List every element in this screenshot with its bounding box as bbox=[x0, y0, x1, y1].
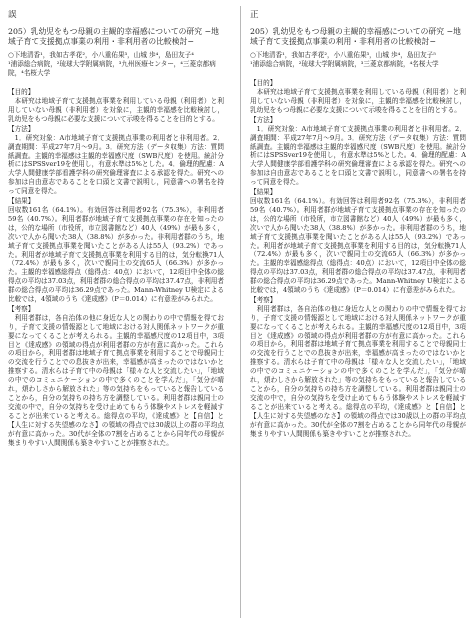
incorrect-label: 誤 bbox=[8, 10, 17, 20]
abstract-title: 205）乳幼児をもつ母親の主観的幸福感についての研究 −地域子育て支援拠点事業の利用・非利用者の比較検討− bbox=[8, 27, 219, 46]
result-text: 回収数161名（64.1%）。有効回答は利用者92名（75.3%），非利用者59名（40.7%）。利用者群が地域子育て支援拠点事業の存在を知ったのは，公的な場所（市役所，市立図書館など）40人（49%）が最も多く，次いで人から聞いた38人（38.8%）が多かった。非利用者群のうち，地域子育て支援拠点事業を聞いたことがある人は55人（93.2%）であった。利用者が地域子育て支援拠点事業を利用する目的は，気分転換71人（72.4%）が最も多く，次いで親同士の交流65人（66.3%）が多かった。主観的幸福感総得点（総得点：40点）において，12項目中全体の総得点の平均は37.03点，利用者群の総合得点の平均は37.47点，非利用者群の総合得点の平均は36.29点であった。Mann-Whitney U検定による比較では，4領域のうち《達成感》（P＝0.014）に有意差がみられた。 bbox=[250, 196, 466, 295]
incorrect-column bbox=[8, 10, 224, 618]
discussion-heading: 【考察】 bbox=[250, 295, 277, 304]
result-text: 回収数161名（64.1%）。有効回答は利用者92名（75.3%），非利用者59名（40.7%）。利用者群が地域子育て支援拠点事業の存在を知ったのは，公的な場所（市役所，市立図書館など）40人（49%）が最も多く，次いで人から聞いた38人（38.8%）が多かった。非利用者群のうち，地域子育て支援拠点事業を聞いたことがある人は55人（93.2%）であった。利用者が地域子育て支援拠点事業を利用する目的は，気分転換71人（72.4%）が最も多く，次いで親同士の交流65人（66.3%）が多かった。主観的幸福感総得点（総得点：40点）において，12項目中全体の総得点の平均は37.03点，利用者群の総合得点の平均は37.47点，非利用者群の総合得点の平均は36.29点であった。Mann-Whitney U検定による比較では，4領域のうち《達成感》（P＝0.014）に有意差がみられた。 bbox=[8, 205, 224, 304]
method-heading: 【方法】 bbox=[8, 124, 35, 133]
discussion-heading: 【考察】 bbox=[8, 304, 35, 313]
author-list: ○下地清香¹，我如古孝花²，小八重佑果³，山城 歩⁴，島田友子⁵ bbox=[250, 51, 436, 60]
discussion-text: 利用者群は，各自治体の他に身近な人との関わりの中で情報を得ており，子育て支援の情報源として地域における対人関係ネットワークが重要になってくることが考えられる。主観的幸福感尺度の12項目中，3項目と《達成感》の領域の得点が利用者群の方が有意に高かった。これらの項目から，利用者群は地域子育て拠点事業を利用することで母親同士の交流を行うことでの息抜きが出来，幸福感が高まったのではないかと推察する。清水らは子育て中の母親は「様々な人と交流したい」，「地域の中でのコミュニケーションの中で多くのことを学んだ」，「気分が晴れ，煩わしさから解放された」等の気持ちをもっていると報告していることから，自分の気持ちの持ち方を調整している。利用者群は親同士の交流の中で，自分の気持ちを受け止めてもらう体験やストレスを軽減することが出来ていると考える。総得点の平均，《達成感》と【自信】と【人生に対する失望感のなさ】の領域の得点では30歳以上の群の平均点が有意に高かった。30代が全体の7割を占めることから同年代の母親が集まりやすい人間関係も築きやすいことが推察された。 bbox=[8, 313, 224, 447]
author-list: ○下地清香¹，我如古孝花²，小八重佑果³，山城 歩⁴，島田友子⁴ bbox=[8, 51, 194, 60]
discussion-text: 利用者群は，各自治体の他に身近な人との関わりの中で情報を得ており，子育て支援の情報源として地域における対人関係ネットワークが重要になってくることが考えられる。主観的幸福感尺度の12項目中，3項目と《達成感》の領域の得点が利用者群の方が有意に高かった。これらの項目から，利用者群は地域子育て拠点事業を利用することで母親同士の交流を行うことでの息抜きが出来，幸福感が高まったのではないかと推察する。清水らは子育て中の母親は「様々な人と交流したい」，「地域の中でのコミュニケーションの中で多くのことを学んだ」，「気分が晴れ，煩わしさから解放された」等の気持ちをもっていると報告していることから，自分の気持ちの持ち方を調整している。利用者群は親同士の交流の中で，自分の気持ちを受け止めてもらう体験やストレスを軽減することが出来ていると考える。総得点の平均，《達成感》と【自信】と【人生に対する失望感のなさ】の領域の得点では30歳以上の群の平均点が有意に高かった。30代が全体の7割を占めることから同年代の母親が集まりやすい人間関係も築きやすいことが推察された。 bbox=[250, 304, 466, 438]
purpose-heading: 【目的】 bbox=[8, 88, 35, 97]
result-heading: 【結果】 bbox=[250, 188, 277, 197]
column-divider bbox=[240, 6, 241, 618]
affiliation-list: ¹浦添総合病院，²琉球大学附属病院，³三菱京都病院，⁴名桜大学 bbox=[250, 60, 439, 69]
purpose-heading: 【目的】 bbox=[250, 79, 277, 88]
result-heading: 【結果】 bbox=[8, 197, 35, 206]
method-text: 1．研究対象：A市地域子育て支援拠点事業の利用者と非利用者。2．調査期間：平成27年7月〜9月。3．研究方法（データ収集）方法：質問紙調査。主観的幸福感は主観的幸福感尺度（SWB尺度）を使用。統計分析にはSPSSver19を使用し，有意水準は5%とした。4．倫理的配慮：A大学人間健康学部看護学科の研究倫理審査による承認を得た。研究への参加は自由意志であることを口頭と文書で説明し，同意書への署名を持って同意を得た。 bbox=[8, 133, 224, 196]
correct-column bbox=[250, 10, 466, 618]
method-heading: 【方法】 bbox=[250, 115, 277, 124]
method-text: 1．研究対象：A市地域子育て支援拠点事業の利用者と非利用者。2．調査期間：平成27年7月〜9月。3．研究方法（データ収集）方法：質問紙調査。主観的幸福感は主観的幸福感尺度（SWB尺度）を使用。統計分析にはSPSSver19を使用し，有意水準は5%とした。4．倫理的配慮：A大学人間健康学部看護学科の研究倫理審査による承認を得た。研究への参加は自由意志であることを口頭と文書で説明し，同意書への署名を持って同意を得た。 bbox=[250, 124, 466, 187]
correct-label: 正 bbox=[250, 10, 259, 20]
purpose-text: 本研究は地域子育て支援拠点事業を利用している母親（利用者）と利用していない母親（非利用者）を対象に，主観的幸福感を比較検討し，乳幼児をもつ母親に必要な支援について示唆を得ることを目的とする。 bbox=[8, 97, 224, 123]
abstract-title: 205）乳幼児をもつ母親の主観的幸福感についての研究 −地域子育て支援拠点事業の利用・非利用者の比較検討− bbox=[250, 27, 461, 46]
purpose-text: 本研究は地域子育て支援拠点事業を利用している母親（利用者）と利用していない母親（非利用者）を対象に，主観的幸福感を比較検討し，乳幼児をもつ母親に必要な支援について示唆を得ることを目的とする。 bbox=[250, 88, 466, 114]
affiliation-list: ¹浦添総合病院，²琉球大学附属病院，³九州医療センター，⁴三菱京都病院，⁴名桜大学 bbox=[8, 60, 216, 78]
